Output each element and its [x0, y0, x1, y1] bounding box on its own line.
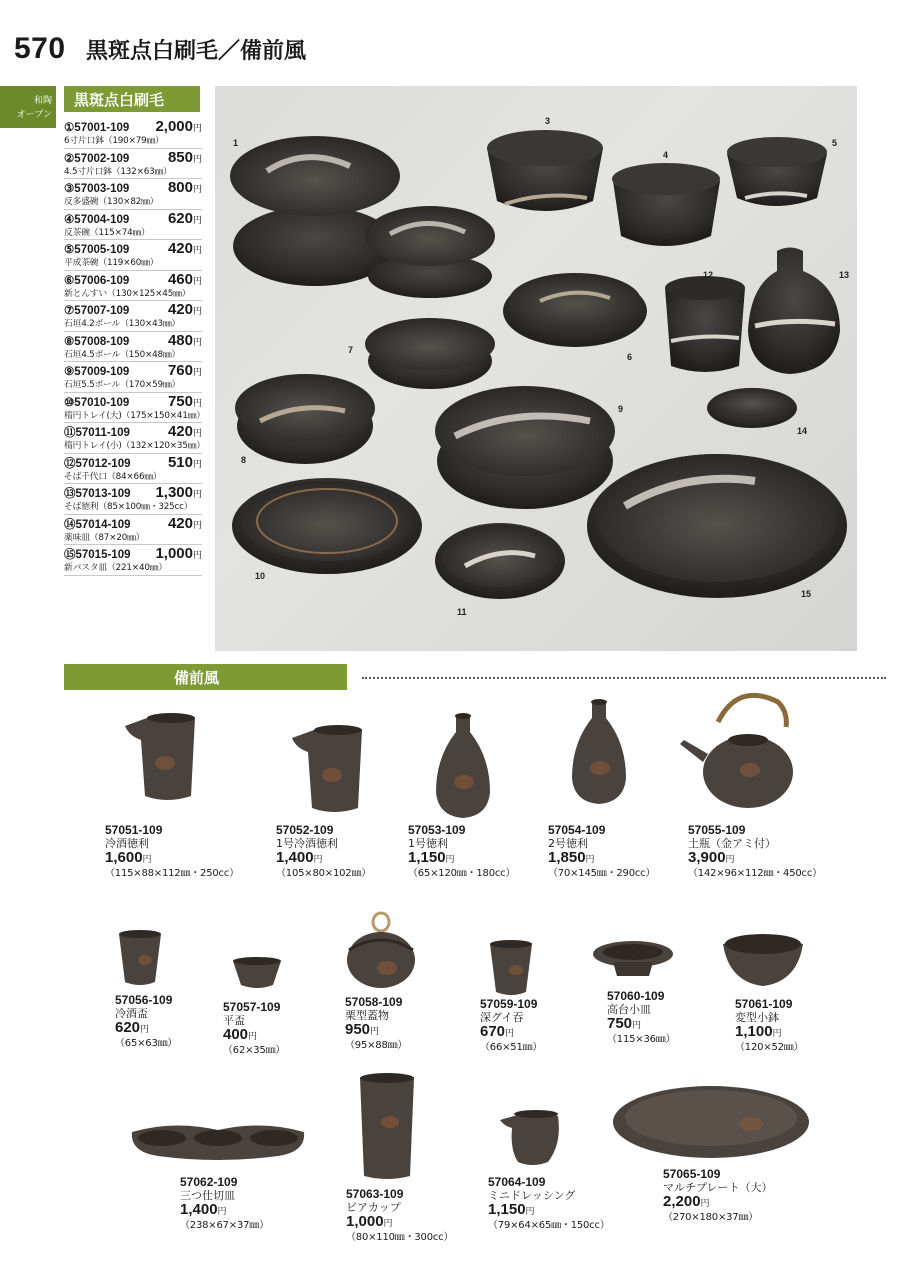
price-list-item — [64, 179, 202, 210]
product-card — [276, 720, 386, 880]
small-bowl-icon — [231, 955, 301, 995]
item-code: ⑤57005-109 — [64, 244, 130, 256]
product-dimensions: （238×67×37㎜） — [180, 1220, 269, 1231]
yen-unit: 円 — [772, 1028, 782, 1038]
product-price-value: 1,850 — [548, 849, 586, 866]
section-header-kokuhan: 黒斑点白刷毛 — [64, 86, 200, 112]
yen-unit: 円 — [192, 428, 202, 438]
item-name: そば千代口（84×66㎜） — [64, 471, 162, 482]
photo-label-10: 10 — [255, 571, 266, 581]
yen-unit: 円 — [248, 1031, 258, 1041]
product-name: 変型小鉢 — [735, 1011, 779, 1024]
price-list-item — [64, 545, 202, 576]
yen-unit: 円 — [192, 458, 202, 469]
category-tab-line2: オープン — [16, 110, 52, 120]
item-price-value: 510 — [167, 453, 193, 471]
item-price — [168, 149, 202, 166]
photo-label-1: 1 — [233, 138, 239, 148]
item-price — [168, 332, 202, 349]
page-number: 570 — [14, 32, 66, 65]
product-price-value: 3,900 — [688, 849, 726, 866]
price-list-item — [64, 118, 202, 149]
product-price — [346, 1214, 453, 1231]
product-price-value: 620 — [115, 1019, 141, 1036]
product-dimensions: （70×145㎜・290cc） — [548, 868, 656, 879]
pitcher-icon — [284, 720, 394, 818]
product-code: 57051-109 — [105, 823, 163, 837]
product-dimensions: （115×88×112㎜・250cc） — [105, 868, 239, 879]
product-name: マルチプレート（大） — [663, 1181, 773, 1194]
item-price — [168, 301, 202, 318]
photo-label-14: 14 — [797, 426, 808, 436]
item-price — [168, 393, 202, 410]
item-price — [168, 454, 202, 471]
product-dimensions: （62×35㎜） — [223, 1045, 286, 1056]
photo-label-13: 13 — [839, 270, 850, 280]
product-name: 冷酒徳利 — [105, 837, 149, 850]
photo-label-5: 5 — [832, 138, 838, 148]
item-price — [155, 118, 202, 135]
product-dimensions: （65×63㎜） — [115, 1038, 178, 1049]
item-price-value: 850 — [167, 148, 193, 166]
ceramics-illustration — [215, 86, 857, 651]
product-price-value: 1,000 — [346, 1213, 384, 1230]
product-code: 57058-109 — [345, 995, 403, 1009]
teapot-icon — [678, 682, 818, 818]
product-card — [548, 698, 655, 880]
page-title: 黒斑点白刷毛／備前風 — [86, 39, 307, 64]
price-list-item — [64, 392, 205, 424]
product-price — [480, 1024, 560, 1041]
yen-unit: 円 — [192, 184, 202, 194]
photo-label-8: 8 — [241, 455, 247, 465]
item-price-value: 1,000 — [155, 545, 193, 562]
dressing-jug-icon — [496, 1104, 576, 1170]
product-price-value: 750 — [607, 1015, 633, 1032]
item-price-value: 420 — [167, 423, 193, 440]
footed-dish-icon — [591, 938, 691, 984]
product-code: 57059-109 — [480, 997, 538, 1011]
product-name: ミニドレッシング — [488, 1189, 576, 1202]
yen-unit: 円 — [192, 123, 202, 133]
pitcher-icon — [117, 708, 227, 818]
product-price — [115, 1020, 185, 1037]
photo-label-11: 11 — [457, 607, 467, 617]
category-tab-line1: 和陶 — [33, 96, 52, 106]
item-code: ⑭57014-109 — [64, 518, 131, 531]
oval-plate-icon — [611, 1082, 811, 1162]
product-code: 57052-109 — [276, 823, 334, 837]
yen-unit: 円 — [192, 153, 202, 164]
item-code: ①57001-109 — [64, 122, 130, 134]
item-price-value: 2,000 — [155, 118, 193, 135]
item-code: ⑧57008-109 — [64, 335, 130, 348]
product-name: 平盃 — [223, 1014, 245, 1027]
sake-bottle-icon — [428, 712, 528, 818]
price-list-item — [64, 515, 202, 546]
yen-unit: 円 — [445, 854, 455, 864]
product-price-value: 670 — [480, 1023, 506, 1040]
price-list-item — [64, 271, 202, 302]
item-price — [168, 240, 202, 257]
price-list-item — [64, 301, 202, 332]
item-code: ②57002-109 — [64, 152, 130, 165]
product-name: 冷酒盃 — [115, 1007, 148, 1020]
photo-label-12: 12 — [703, 270, 714, 280]
yen-unit: 円 — [313, 854, 323, 864]
product-dimensions: （120×52㎜） — [735, 1042, 804, 1053]
item-name: 薬味皿（87×20㎜） — [64, 532, 145, 543]
item-price — [168, 423, 202, 440]
product-card — [735, 930, 835, 1054]
item-name: 反多盛碗（130×82㎜） — [64, 197, 159, 207]
sake-bottle-icon — [564, 698, 664, 818]
product-price — [548, 850, 655, 867]
item-name: 新パスタ皿（221×40㎜） — [64, 563, 167, 573]
product-name: 高台小皿 — [607, 1003, 651, 1016]
product-price-value: 1,150 — [488, 1201, 526, 1218]
price-list-item — [64, 240, 202, 271]
product-name: 三つ仕切皿 — [180, 1189, 235, 1202]
price-list-item — [64, 149, 202, 180]
product-photo — [215, 86, 857, 651]
product-dimensions: （105×80×102㎜） — [276, 868, 372, 879]
item-name: 反茶碗（115×74㎜） — [64, 227, 150, 238]
item-price-value: 460 — [167, 270, 193, 288]
item-name: 6寸片口鉢（190×79㎜） — [64, 136, 164, 146]
photo-label-6: 6 — [627, 352, 633, 362]
item-code: ③57003-109 — [64, 183, 130, 195]
price-list-item — [64, 210, 202, 241]
item-code: ④57004-109 — [64, 213, 130, 226]
product-price-value: 1,600 — [105, 849, 143, 866]
product-price — [180, 1202, 360, 1219]
product-code: 57062-109 — [180, 1175, 238, 1189]
cup-icon — [486, 938, 566, 992]
price-list-item — [64, 454, 202, 485]
photo-label-2: 2 — [365, 266, 371, 276]
price-list-item — [64, 484, 202, 515]
product-price — [408, 850, 515, 867]
product-dimensions: （142×96×112㎜・450cc） — [688, 868, 822, 879]
yen-unit: 円 — [192, 245, 202, 255]
product-price-value: 400 — [223, 1026, 249, 1043]
product-card — [607, 938, 707, 1046]
photo-label-7: 7 — [348, 345, 354, 355]
item-price — [155, 484, 202, 501]
product-dimensions: （80×110㎜・300cc） — [346, 1232, 454, 1243]
product-name: 1号徳利 — [408, 837, 448, 850]
yen-unit: 円 — [370, 1026, 380, 1036]
product-code: 57056-109 — [115, 993, 173, 1007]
section-divider — [362, 677, 886, 679]
product-code: 57054-109 — [548, 823, 606, 837]
product-card — [345, 910, 445, 1052]
item-price-value: 620 — [167, 209, 193, 227]
product-card — [488, 1104, 610, 1232]
product-code: 57053-109 — [408, 823, 466, 837]
item-price-value: 420 — [167, 301, 193, 318]
product-code: 57065-109 — [663, 1167, 721, 1181]
product-dimensions: （270×180×37㎜） — [663, 1212, 759, 1223]
item-price-value: 800 — [167, 179, 193, 196]
item-code: ⑩57010-109 — [64, 396, 130, 409]
price-list-item — [64, 332, 202, 363]
price-list — [64, 118, 205, 576]
item-price-value: 480 — [167, 331, 193, 349]
item-name: 新とんすい（130×125×45㎜） — [64, 288, 191, 299]
item-code: ⑥57006-109 — [64, 274, 130, 287]
product-card — [105, 708, 239, 880]
item-price — [168, 210, 202, 227]
yen-unit: 円 — [700, 1198, 710, 1208]
product-dimensions: （65×120㎜・180cc） — [408, 868, 516, 879]
product-name: 土瓶（金アミ付） — [688, 837, 776, 850]
product-price — [607, 1016, 707, 1033]
product-price — [105, 850, 239, 867]
product-card — [223, 955, 293, 1057]
item-name: そば徳利（85×100㎜・325cc） — [64, 502, 193, 512]
product-price-value: 1,100 — [735, 1023, 773, 1040]
product-name: 深グイ吞 — [480, 1011, 524, 1024]
item-price — [168, 515, 202, 532]
yen-unit: 円 — [192, 367, 202, 377]
bowl-icon — [721, 930, 821, 992]
section-header-bizen: 備前風 — [64, 664, 347, 690]
product-dimensions: （115×36㎜） — [607, 1034, 676, 1045]
photo-label-9: 9 — [618, 404, 624, 414]
yen-unit: 円 — [192, 275, 202, 286]
item-price — [168, 362, 202, 379]
product-card — [180, 1118, 360, 1232]
item-name: 楕円トレイ(小)（132×120×35㎜） — [64, 441, 205, 451]
yen-unit: 円 — [192, 550, 202, 560]
photo-label-3: 3 — [545, 116, 551, 126]
price-list-item — [64, 362, 202, 393]
product-price-value: 2,200 — [663, 1193, 701, 1210]
item-code: ⑫57012-109 — [64, 457, 131, 470]
product-card — [688, 682, 828, 880]
product-code: 57064-109 — [488, 1175, 546, 1189]
item-price-value: 420 — [167, 514, 193, 532]
product-card — [663, 1082, 863, 1224]
item-name: 石垣5.5ボール（170×59㎜） — [64, 380, 181, 390]
product-price — [223, 1027, 293, 1044]
photo-label-4: 4 — [663, 150, 669, 160]
item-price-value: 750 — [167, 392, 193, 410]
product-code: 57057-109 — [223, 1000, 281, 1014]
product-price-value: 1,400 — [180, 1201, 218, 1218]
yen-unit: 円 — [505, 1028, 515, 1038]
item-price — [168, 179, 202, 196]
item-name: 4.5寸片口鉢（132×63㎜） — [64, 166, 172, 177]
category-tab[interactable] — [0, 86, 56, 128]
yen-unit: 円 — [525, 1206, 535, 1216]
product-card — [408, 712, 515, 880]
yen-unit: 円 — [725, 854, 735, 864]
cup-icon — [115, 928, 185, 988]
product-code: 57063-109 — [346, 1187, 404, 1201]
product-price — [663, 1194, 863, 1211]
item-name: 石垣4.2ボール（130×43㎜） — [64, 319, 181, 329]
lidded-pot-icon — [341, 910, 441, 990]
item-price — [155, 545, 202, 562]
yen-unit: 円 — [192, 336, 202, 347]
product-name: 2号徳利 — [548, 837, 588, 850]
product-name: 1号冷酒徳利 — [276, 837, 338, 850]
item-price — [168, 271, 202, 288]
item-code: ⑦57007-109 — [64, 305, 130, 317]
item-price-value: 420 — [167, 240, 193, 257]
photo-label-15: 15 — [801, 589, 812, 599]
product-card — [480, 938, 560, 1054]
product-name: ビアカップ — [346, 1201, 401, 1214]
item-code: ⑬57013-109 — [64, 488, 131, 500]
product-dimensions: （95×88㎜） — [345, 1040, 408, 1051]
item-name: 平成茶碗（119×60㎜） — [64, 258, 159, 268]
product-price — [276, 850, 386, 867]
yen-unit: 円 — [632, 1020, 642, 1030]
divided-plate-icon — [128, 1118, 308, 1170]
item-name: 石垣4.5ボール（150×48㎜） — [64, 349, 181, 360]
product-dimensions: （79×64×65㎜・150cc） — [488, 1220, 610, 1231]
product-card — [115, 928, 185, 1050]
item-name: 楕円トレイ(大)（175×150×41㎜） — [64, 410, 205, 421]
yen-unit: 円 — [192, 519, 202, 530]
yen-unit: 円 — [192, 397, 202, 408]
product-price — [735, 1024, 835, 1041]
yen-unit: 円 — [383, 1218, 393, 1228]
product-price-value: 950 — [345, 1021, 371, 1038]
product-code: 57061-109 — [735, 997, 793, 1011]
product-dimensions: （66×51㎜） — [480, 1042, 543, 1053]
product-price — [488, 1202, 610, 1219]
item-code: ⑪57011-109 — [64, 427, 130, 439]
yen-unit: 円 — [140, 1024, 150, 1034]
product-card — [346, 1072, 453, 1244]
yen-unit: 円 — [585, 854, 595, 864]
yen-unit: 円 — [192, 214, 202, 225]
item-price-value: 760 — [167, 362, 193, 379]
yen-unit: 円 — [217, 1206, 227, 1216]
beer-cup-icon — [356, 1072, 436, 1182]
product-price — [345, 1022, 445, 1039]
price-list-item — [64, 423, 205, 454]
product-code: 57055-109 — [688, 823, 746, 837]
product-name: 栗型蓋物 — [345, 1009, 389, 1022]
product-code: 57060-109 — [607, 989, 665, 1003]
item-code: ⑮57015-109 — [64, 549, 131, 561]
yen-unit: 円 — [192, 306, 202, 316]
item-price-value: 1,300 — [155, 484, 193, 501]
item-code: ⑨57009-109 — [64, 366, 130, 378]
product-price-value: 1,150 — [408, 849, 446, 866]
product-price — [688, 850, 828, 867]
yen-unit: 円 — [142, 854, 152, 864]
yen-unit: 円 — [192, 489, 202, 499]
product-price-value: 1,400 — [276, 849, 314, 866]
